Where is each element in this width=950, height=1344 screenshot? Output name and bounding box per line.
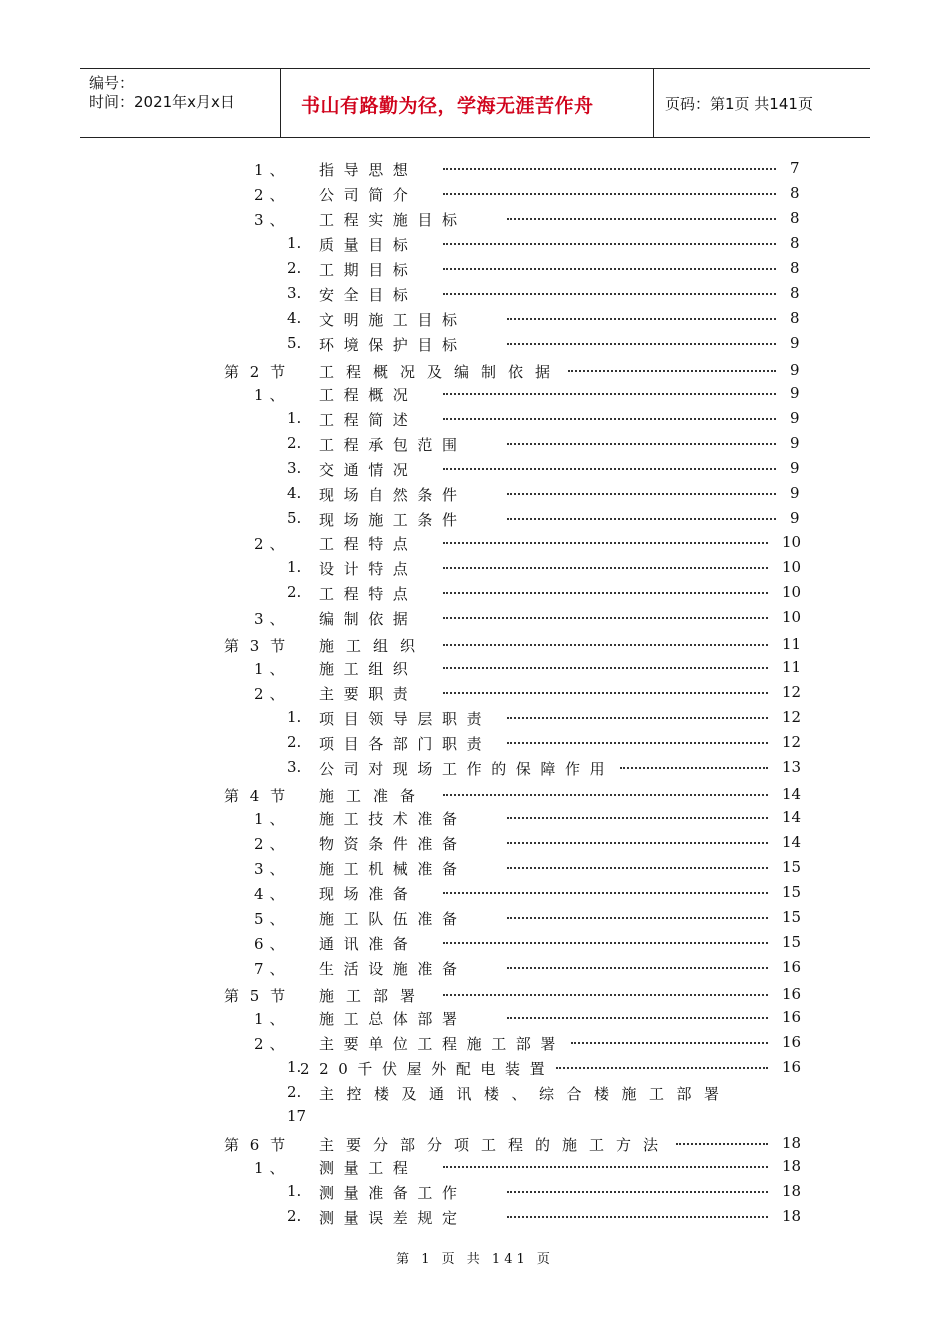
toc-entry-number: 第 6 节: [224, 1136, 289, 1154]
toc-entry-title: 指导思想: [319, 161, 418, 179]
toc-entry[interactable]: [0, 209, 950, 231]
toc-entry-number: 第 2 节: [224, 363, 289, 381]
toc-entry-number: 1.: [287, 1058, 302, 1076]
toc-entry[interactable]: [0, 309, 950, 331]
toc-entry-page: 14: [782, 808, 802, 826]
toc-entry-page: 16: [782, 958, 802, 976]
toc-entry-title: 工程特点: [319, 535, 418, 553]
toc-leader-dots: [443, 994, 768, 996]
toc-entry-title: 测量工程: [319, 1159, 418, 1177]
toc-entry[interactable]: [0, 533, 950, 555]
toc-entry-number: 2、: [254, 685, 291, 703]
toc-entry-number: 1、: [254, 386, 291, 404]
toc-entry-page: 9: [790, 334, 800, 352]
toc-entry-page: 18: [782, 1182, 802, 1200]
toc-entry[interactable]: [0, 484, 950, 506]
toc-entry-number: 3、: [254, 211, 291, 229]
toc-leader-dots: [568, 370, 776, 372]
toc-entry-page: 8: [790, 259, 800, 277]
toc-entry[interactable]: [0, 1083, 950, 1125]
toc-entry[interactable]: [0, 583, 950, 605]
toc-entry[interactable]: [0, 1182, 950, 1204]
toc-entry-number: 3、: [254, 860, 291, 878]
toc-leader-dots: [507, 443, 776, 445]
toc-leader-dots: [507, 318, 776, 320]
toc-leader-dots: [507, 1017, 768, 1019]
toc-entry-number: 1、: [254, 1159, 291, 1177]
toc-entry-page: 15: [782, 858, 802, 876]
toc-entry-number: 2.: [287, 259, 302, 277]
toc-entry-number: 1、: [254, 161, 291, 179]
toc-entry-page: 15: [782, 933, 802, 951]
toc-entry[interactable]: [0, 658, 950, 680]
toc-leader-dots: [443, 243, 776, 245]
toc-entry-title: 施工准备: [319, 787, 428, 805]
toc-leader-dots: [443, 692, 768, 694]
toc-entry-title: 主要分部分项工程的施工方法: [319, 1136, 671, 1154]
toc-entry[interactable]: [0, 933, 950, 955]
toc-entry-page: 8: [790, 234, 800, 252]
toc-entry-page: 9: [790, 509, 800, 527]
toc-entry[interactable]: [0, 883, 950, 905]
toc-entry-page: 8: [790, 284, 800, 302]
toc-entry[interactable]: [0, 509, 950, 531]
toc-entry[interactable]: [0, 808, 950, 830]
toc-leader-dots: [507, 493, 776, 495]
toc-entry-number: 1.: [287, 708, 302, 726]
toc-leader-dots: [443, 592, 768, 594]
toc-entry-title: 测量误差规定: [319, 1209, 467, 1227]
toc-entry-number: 第 3 节: [224, 637, 289, 655]
toc-entry-page: 10: [782, 608, 802, 626]
toc-entry-title: 生活设施准备: [319, 960, 467, 978]
toc-entry[interactable]: [0, 733, 950, 755]
toc-entry-title: 主要单位工程施工部署: [319, 1035, 566, 1053]
toc-entry-title: 主控楼及通讯楼、综合楼施工部署: [319, 1085, 732, 1103]
toc-leader-dots: [507, 218, 776, 220]
toc-entry-page: 9: [790, 459, 800, 477]
toc-entry-number: 4.: [287, 484, 302, 502]
toc-entry-number: 1.: [287, 409, 302, 427]
document-number-label: 编号：: [89, 74, 135, 92]
toc-entry-title: 质量目标: [319, 236, 418, 254]
toc-entry-page: 12: [782, 708, 802, 726]
toc-entry-title: 公司简介: [319, 186, 418, 204]
toc-entry-page: 15: [782, 908, 802, 926]
toc-entry-page: 8: [790, 209, 800, 227]
toc-leader-dots: [443, 667, 768, 669]
toc-entry-page: 16: [782, 1008, 802, 1026]
toc-leader-dots: [507, 1191, 768, 1193]
toc-leader-dots: [507, 817, 768, 819]
toc-entry[interactable]: [0, 635, 950, 657]
document-time-label: 时间：2021年x月x日: [89, 93, 235, 111]
toc-entry[interactable]: [0, 1207, 950, 1229]
toc-entry-number: 5.: [287, 334, 302, 352]
toc-entry[interactable]: [0, 234, 950, 256]
toc-entry-title: 施工机械准备: [319, 860, 467, 878]
toc-entry-number: 3.: [287, 284, 302, 302]
toc-leader-dots: [571, 1042, 768, 1044]
toc-entry-page: 13: [782, 758, 802, 776]
toc-entry-number: 2.: [287, 733, 302, 751]
toc-entry[interactable]: [0, 908, 950, 930]
toc-entry-page: 10: [782, 533, 802, 551]
toc-entry-number: 3、: [254, 610, 291, 628]
toc-entry[interactable]: [0, 159, 950, 181]
toc-entry-page: 9: [790, 434, 800, 452]
toc-entry[interactable]: [0, 683, 950, 705]
toc-entry-page: 18: [782, 1134, 802, 1152]
toc-entry-title: 施工总体部署: [319, 1010, 467, 1028]
toc-entry-page: 8: [790, 309, 800, 327]
toc-entry-page: 7: [790, 159, 800, 177]
toc-entry-page: 12: [782, 683, 802, 701]
toc-entry-page: 16: [782, 1058, 802, 1076]
toc-entry-number: 2.: [287, 434, 302, 452]
toc-entry-title: 220千伏屋外配电装置: [300, 1060, 555, 1078]
toc-entry-title: 施工技术准备: [319, 810, 467, 828]
toc-entry-number: 2、: [254, 535, 291, 553]
toc-entry-number: 第 5 节: [224, 987, 289, 1005]
toc-entry-title: 施工组织: [319, 637, 428, 655]
toc-entry-title: 工程简述: [319, 411, 418, 429]
toc-leader-dots: [443, 268, 776, 270]
toc-entry-page: 9: [790, 409, 800, 427]
toc-entry-page: 15: [782, 883, 802, 901]
toc-entry[interactable]: [0, 558, 950, 580]
header-page-info: 页码：第1页 共141页: [665, 95, 813, 113]
toc-entry-number: 2、: [254, 835, 291, 853]
toc-entry[interactable]: [0, 384, 950, 406]
toc-entry-title: 工程概况及编制依据: [319, 363, 563, 381]
toc-entry-number: 第 4 节: [224, 787, 289, 805]
toc-entry[interactable]: [0, 409, 950, 431]
toc-entry-title: 测量准备工作: [319, 1184, 467, 1202]
toc-entry-page: 9: [790, 384, 800, 402]
toc-leader-dots: [443, 644, 768, 646]
toc-leader-dots: [443, 293, 776, 295]
header-motto: 书山有路勤为径，学海无涯苦作舟: [301, 95, 594, 117]
toc-entry-title: 文明施工目标: [319, 311, 467, 329]
toc-leader-dots: [443, 168, 776, 170]
toc-entry-title: 主要职责: [319, 685, 418, 703]
toc-entry[interactable]: [0, 758, 950, 780]
toc-entry-page: 9: [790, 361, 800, 379]
toc-leader-dots: [507, 742, 768, 744]
toc-entry-number: 3.: [287, 459, 302, 477]
toc-entry[interactable]: [0, 1157, 950, 1179]
toc-entry-number: 2、: [254, 1035, 291, 1053]
toc-entry-title: 编制依据: [319, 610, 418, 628]
toc-entry-title: 工程概况: [319, 386, 418, 404]
toc-entry[interactable]: [0, 1058, 950, 1080]
toc-entry-page: 9: [790, 484, 800, 502]
toc-leader-dots: [443, 617, 768, 619]
toc-leader-dots: [443, 542, 768, 544]
toc-entry-title: 环境保护目标: [319, 336, 467, 354]
toc-entry-title: 交通情况: [319, 461, 418, 479]
toc-leader-dots: [443, 393, 776, 395]
toc-entry-page: 12: [782, 733, 802, 751]
toc-entry-title: 工程承包范围: [319, 436, 467, 454]
toc-entry-title: 施工部署: [319, 987, 428, 1005]
toc-entry-number: 5.: [287, 509, 302, 527]
toc-entry-title: 工程特点: [319, 585, 418, 603]
toc-leader-dots: [507, 867, 768, 869]
toc-entry-title: 施工队伍准备: [319, 910, 467, 928]
toc-entry-page: 14: [782, 785, 802, 803]
toc-entry[interactable]: [0, 608, 950, 630]
toc-entry-page: 16: [782, 985, 802, 1003]
toc-leader-dots: [507, 967, 768, 969]
toc-entry-title: 施工组织: [319, 660, 418, 678]
toc-leader-dots: [507, 1216, 768, 1218]
toc-leader-dots: [443, 794, 768, 796]
toc-entry[interactable]: [0, 459, 950, 481]
page-footer: [0, 1248, 950, 1267]
toc-entry-number: 7、: [254, 960, 291, 978]
toc-entry-page: 11: [782, 658, 802, 676]
toc-entry-title: 项目各部门职责: [319, 735, 492, 753]
toc-entry-page: 18: [782, 1157, 802, 1175]
toc-leader-dots: [507, 717, 768, 719]
toc-entry-number: 2.: [287, 1207, 302, 1225]
toc-leader-dots: [443, 193, 776, 195]
toc-entry-title: 项目领导层职责: [319, 710, 492, 728]
toc-entry[interactable]: [0, 434, 950, 456]
toc-entry[interactable]: [0, 284, 950, 306]
toc-leader-dots: [556, 1067, 768, 1069]
toc-entry[interactable]: [0, 361, 950, 383]
toc-entry-number: 1、: [254, 1010, 291, 1028]
toc-entry-title: 公司对现场工作的保障作用: [319, 760, 615, 778]
toc-entry-number: 1、: [254, 810, 291, 828]
toc-leader-dots: [507, 343, 776, 345]
toc-entry-page: 10: [782, 558, 802, 576]
toc-leader-dots: [676, 1143, 768, 1145]
toc-entry[interactable]: [0, 708, 950, 730]
toc-entry-number: 2.: [287, 1083, 302, 1101]
toc-entry-page: 17: [287, 1107, 307, 1125]
toc-leader-dots: [443, 1166, 768, 1168]
toc-entry-title: 工期目标: [319, 261, 418, 279]
toc-leader-dots: [443, 892, 768, 894]
toc-entry[interactable]: [0, 184, 950, 206]
toc-entry-title: 现场施工条件: [319, 511, 467, 529]
toc-entry-number: 1、: [254, 660, 291, 678]
toc-entry[interactable]: [0, 259, 950, 281]
toc-entry-number: 4、: [254, 885, 291, 903]
toc-leader-dots: [507, 917, 768, 919]
toc-entry-title: 现场自然条件: [319, 486, 467, 504]
toc-leader-dots: [443, 942, 768, 944]
toc-entry-number: 2、: [254, 186, 291, 204]
toc-leader-dots: [443, 468, 776, 470]
toc-entry-number: 1.: [287, 558, 302, 576]
toc-entry-title: 安全目标: [319, 286, 418, 304]
toc-entry-number: 2.: [287, 583, 302, 601]
toc-entry-page: 8: [790, 184, 800, 202]
toc-entry-number: 4.: [287, 309, 302, 327]
toc-leader-dots: [507, 518, 776, 520]
toc-leader-dots: [443, 567, 768, 569]
toc-leader-dots: [443, 418, 776, 420]
toc-entry-page: 18: [782, 1207, 802, 1225]
toc-entry-number: 5、: [254, 910, 291, 928]
toc-entry-page: 11: [782, 635, 802, 653]
toc-entry-page: 16: [782, 1033, 802, 1051]
toc-entry[interactable]: [0, 1033, 950, 1055]
toc-entry[interactable]: [0, 958, 950, 980]
toc-entry-number: 3.: [287, 758, 302, 776]
toc-entry-title: 物资条件准备: [319, 835, 467, 853]
toc-entry[interactable]: [0, 858, 950, 880]
toc-entry[interactable]: [0, 1008, 950, 1030]
toc-entry-number: 1.: [287, 1182, 302, 1200]
toc-leader-dots: [620, 767, 768, 769]
toc-entry-title: 通讯准备: [319, 935, 418, 953]
toc-entry[interactable]: [0, 1134, 950, 1156]
toc-entry-page: 14: [782, 833, 802, 851]
toc-entry-title: 现场准备: [319, 885, 418, 903]
toc-entry-title: 设计特点: [319, 560, 418, 578]
toc-entry-page: 10: [782, 583, 802, 601]
footer-page-number: 第 1 页 共 141 页: [396, 1252, 554, 1267]
toc-entry[interactable]: [0, 985, 950, 1007]
toc-entry[interactable]: [0, 833, 950, 855]
toc-entry-title: 工程实施目标: [319, 211, 467, 229]
toc-entry-number: 1.: [287, 234, 302, 252]
toc-entry[interactable]: [0, 334, 950, 356]
toc-entry[interactable]: [0, 785, 950, 807]
toc-leader-dots: [507, 842, 768, 844]
toc-entry-number: 6、: [254, 935, 291, 953]
